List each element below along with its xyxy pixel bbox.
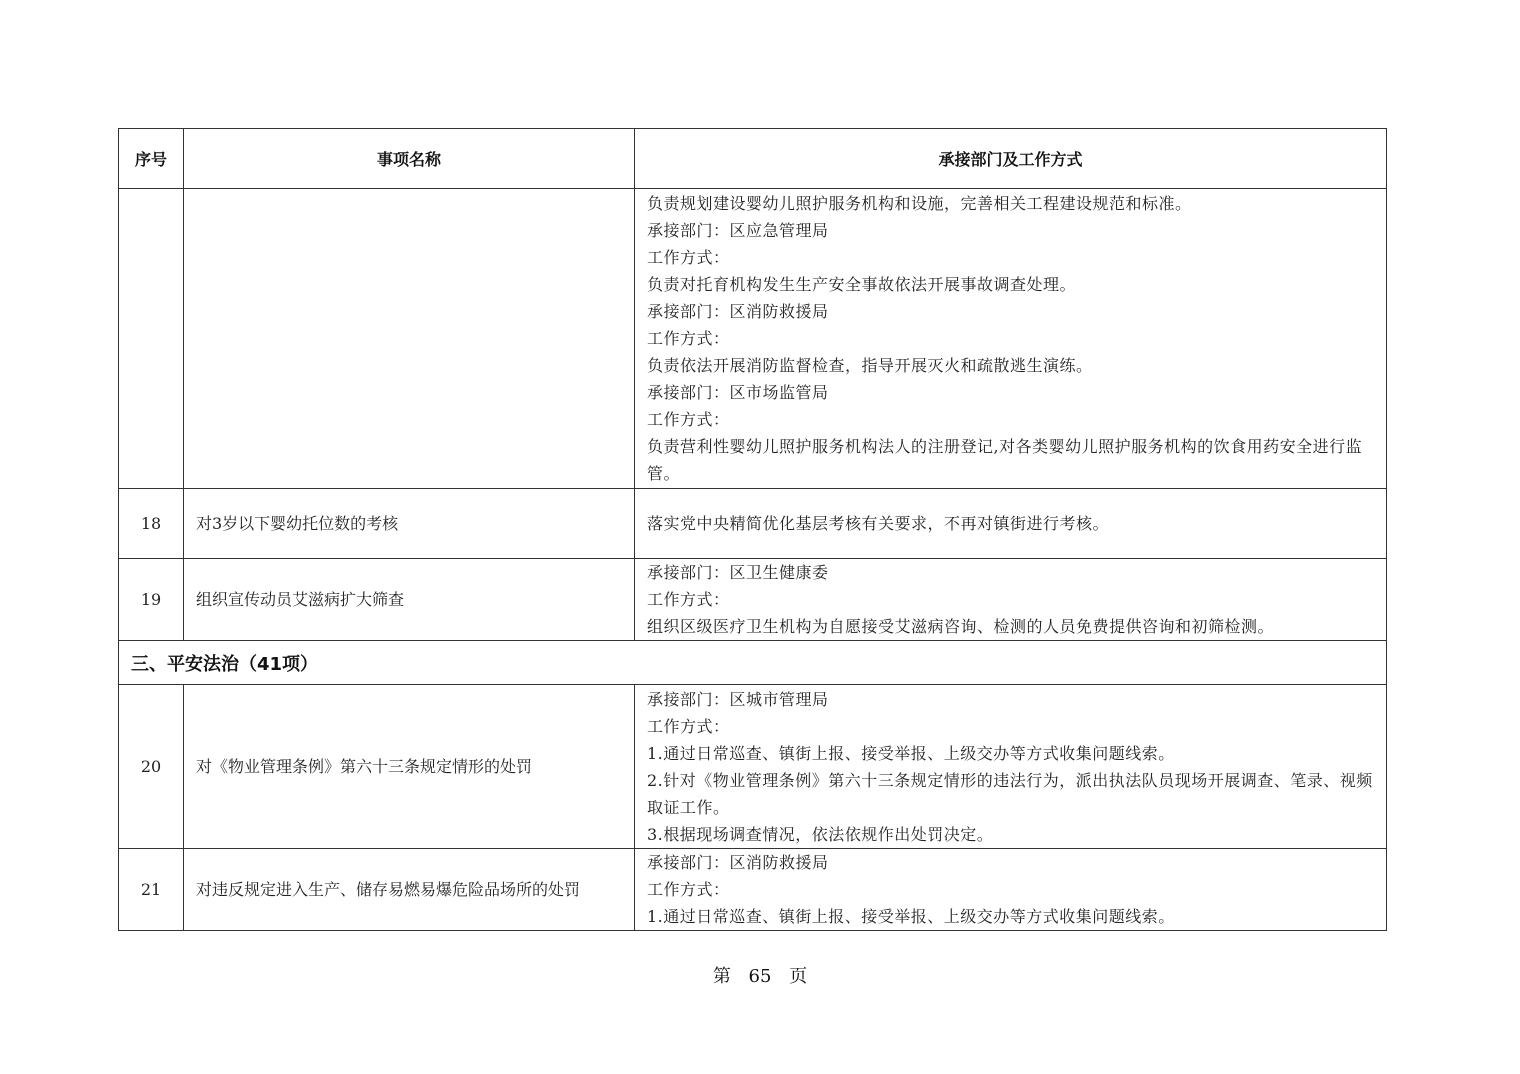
dept-line: 工作方式：: [647, 248, 730, 267]
dept-line: 工作方式：: [647, 410, 730, 429]
row-dept-cell: [635, 559, 1387, 641]
dept-line: 承接部门：区卫生健康委: [647, 563, 829, 582]
dept-line: 负责规划建设婴幼儿照护服务机构和设施，完善相关工程建设规范和标准。: [647, 194, 1192, 213]
section-title: 三、平安法治（41项）: [119, 641, 1387, 685]
page-number-footer: [0, 962, 1520, 988]
row-name-cell: 对违反规定进入生产、储存易燃易爆危险品场所的处罚: [184, 849, 635, 931]
dept-line: 组织区级医疗卫生机构为自愿接受艾滋病咨询、检测的人员免费提供咨询和初筛检测。: [647, 617, 1275, 636]
dept-line: 工作方式：: [647, 716, 730, 736]
table-row: [119, 559, 1387, 641]
dept-line: 3.根据现场调查情况，依法依规作出处罚决定。: [647, 824, 994, 844]
dept-line: 承接部门：区应急管理局: [647, 221, 829, 240]
row-dept-cell: [635, 849, 1387, 931]
section-header-row: [119, 641, 1387, 685]
dept-line: 承接部门：区消防救援局: [647, 853, 829, 872]
row-name-cell: 对《物业管理条例》第六十三条规定情形的处罚: [184, 685, 635, 849]
row-name-cell: 对3岁以下婴幼托位数的考核: [184, 489, 635, 559]
row-name-cell: [184, 189, 635, 489]
row-number-cell: 21: [119, 849, 184, 931]
page-prefix: 第: [712, 966, 731, 987]
row-number-cell: [119, 189, 184, 489]
row-number-cell: 18: [119, 489, 184, 559]
table-row: [119, 849, 1387, 931]
dept-line: 工作方式：: [647, 329, 730, 348]
row-dept-cell: [635, 489, 1387, 559]
dept-line: 承接部门：区城市管理局: [647, 689, 829, 709]
header-serial-number: 序号: [119, 129, 184, 189]
dept-line: 2.针对《物业管理条例》第六十三条规定情形的违法行为，派出执法队员现场开展调查、笔录、视频取证工作。: [647, 770, 1373, 817]
dept-line: 落实党中央精简优化基层考核有关要求，不再对镇街进行考核。: [647, 514, 1110, 533]
row-number-cell: 20: [119, 685, 184, 849]
dept-line: 负责对托育机构发生生产安全事故依法开展事故调查处理。: [647, 275, 1077, 294]
table-row: [119, 489, 1387, 559]
page-suffix: 页: [789, 966, 808, 987]
dept-line: 负责营利性婴幼儿照护服务机构法人的注册登记,对各类婴幼儿照护服务机构的饮食用药安全进行监管。: [647, 437, 1363, 483]
dept-line: 1.通过日常巡查、镇街上报、接受举报、上级交办等方式收集问题线索。: [647, 743, 1175, 763]
dept-line: 工作方式：: [647, 880, 730, 899]
dept-line: 承接部门：区市场监管局: [647, 383, 829, 402]
page-number: 65: [748, 966, 772, 987]
row-dept-cell: [635, 685, 1387, 849]
table-row: [119, 685, 1387, 849]
table-row: [119, 189, 1387, 489]
dept-line: 1.通过日常巡查、镇街上报、接受举报、上级交办等方式收集问题线索。: [647, 907, 1175, 926]
header-department-and-method: 承接部门及工作方式: [635, 129, 1387, 189]
dept-line: 负责依法开展消防监督检查，指导开展灭火和疏散逃生演练。: [647, 356, 1093, 375]
row-number-cell: 19: [119, 559, 184, 641]
dept-line: 工作方式：: [647, 590, 730, 609]
dept-line: 承接部门：区消防救援局: [647, 302, 829, 321]
table-header-row: [119, 129, 1387, 189]
matters-table: [118, 128, 1387, 931]
header-item-name: 事项名称: [184, 129, 635, 189]
row-name-cell: 组织宣传动员艾滋病扩大筛查: [184, 559, 635, 641]
row-dept-cell: [635, 189, 1387, 489]
